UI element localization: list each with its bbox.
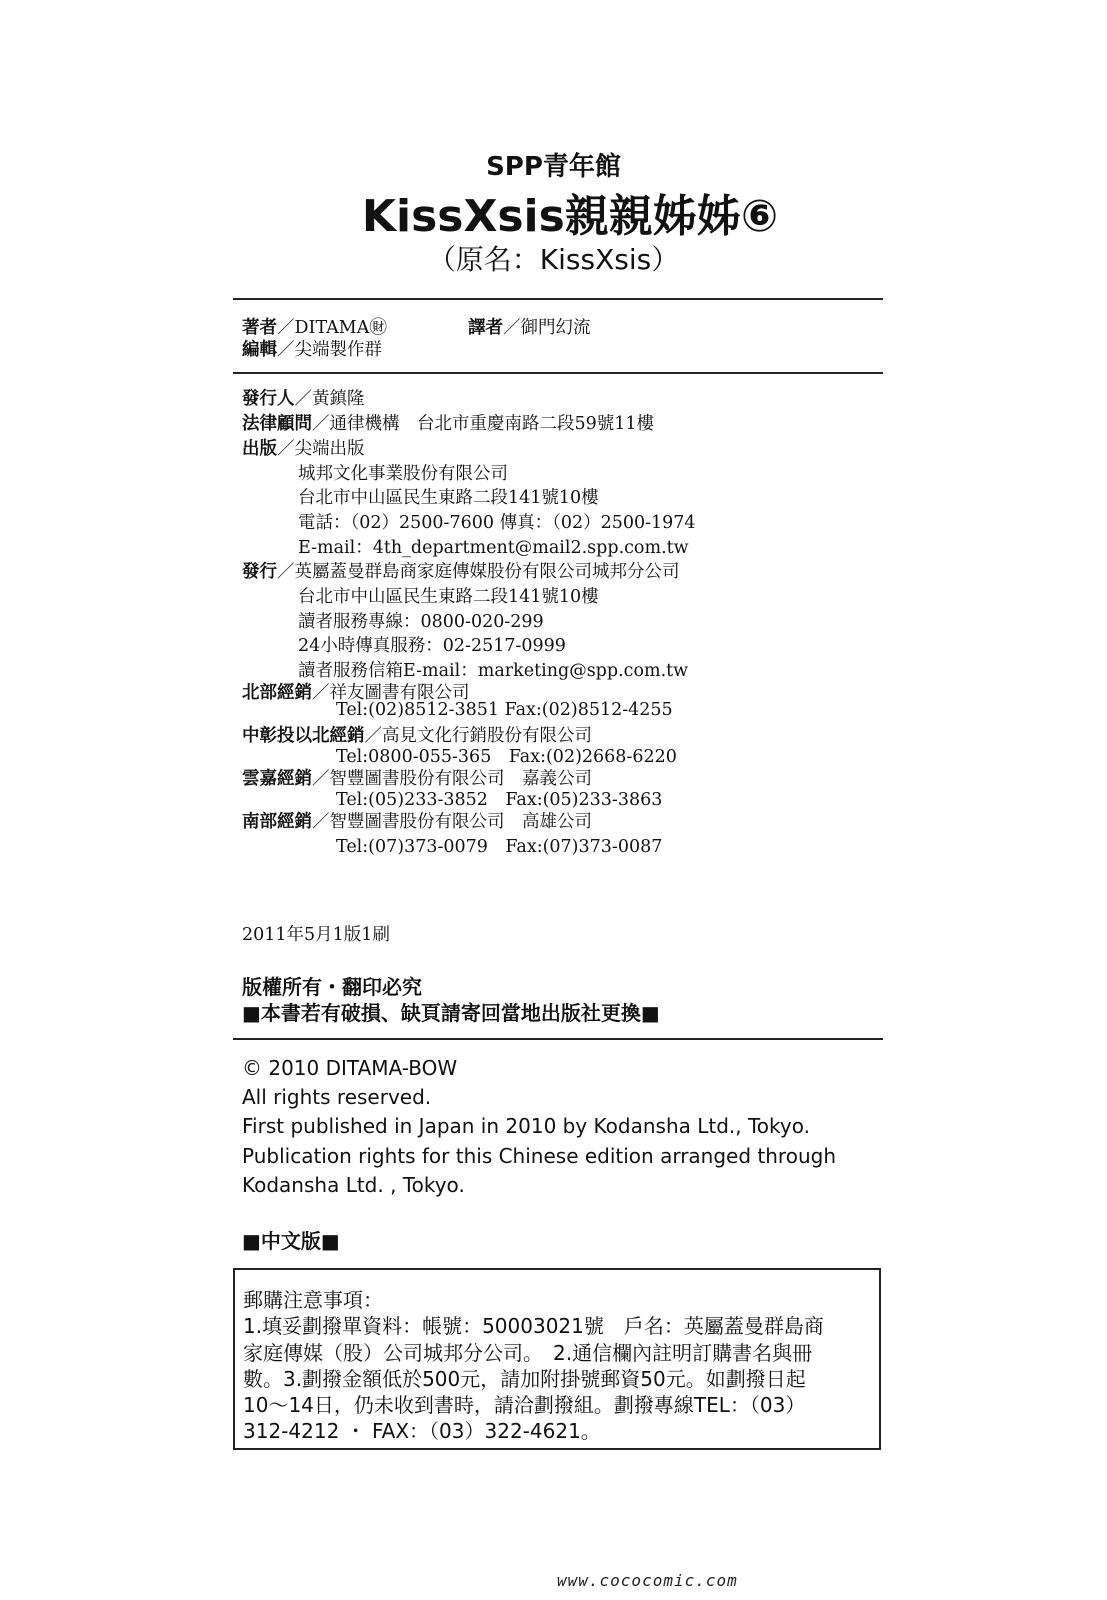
chinese-edition-label: ■中文版■ bbox=[242, 1229, 340, 1253]
copyright-line-1: © 2010 DITAMA-BOW bbox=[242, 1056, 458, 1080]
copyright-line-3: First published in Japan in 2010 by Kodansha Ltd., Tokyo. bbox=[242, 1114, 810, 1138]
south-line bbox=[242, 808, 592, 833]
watermark-url: www.cococomic.com bbox=[557, 1571, 738, 1590]
mail-order-title: 郵購注意事項： bbox=[243, 1288, 383, 1312]
copyright-line-2: All rights reserved. bbox=[242, 1085, 432, 1109]
series-name: SPP青年館 bbox=[486, 152, 621, 182]
divider-rights bbox=[233, 1038, 883, 1040]
legal-value: ／通律機構 台北市重慶南路二段59號11樓 bbox=[312, 414, 655, 434]
mail-order-line-1: 1.填妥劃撥單資料：帳號：50003021號 戶名：英屬蓋曼群島商 bbox=[243, 1314, 824, 1338]
yunjia-value: ／智豐圖書股份有限公司 嘉義公司 bbox=[312, 769, 592, 789]
yunjia-contact: Tel:(05)233-3852 Fax:(05)233-3863 bbox=[336, 790, 663, 810]
mail-order-line-4: 10～14日，仍未收到書時，請洽劃撥組。劃撥專線TEL：（03） bbox=[243, 1393, 806, 1417]
editor-value: ／尖端製作群 bbox=[277, 340, 382, 360]
central-contact: Tel:0800-055-365 Fax:(02)2668-6220 bbox=[336, 747, 677, 767]
translator-label: 譯者 bbox=[468, 318, 503, 338]
mail-order-line-2: 家庭傳媒（股）公司城邦分公司。 2.通信欄內註明訂購書名與冊 bbox=[243, 1341, 813, 1365]
author-value: ／DITAMA㊖ bbox=[277, 318, 387, 338]
dist-line bbox=[242, 558, 680, 583]
divider-credits bbox=[233, 372, 883, 374]
south-value: ／智豐圖書股份有限公司 高雄公司 bbox=[312, 812, 592, 832]
copyright-line-4: Publication rights for this Chinese edition arranged through bbox=[242, 1144, 836, 1168]
south-contact: Tel:(07)373-0079 Fax:(07)373-0087 bbox=[336, 837, 663, 857]
press-company: 城邦文化事業股份有限公司 bbox=[298, 464, 508, 484]
dist-label: 發行 bbox=[242, 562, 277, 582]
south-label: 南部經銷 bbox=[242, 812, 312, 832]
press-phone: 電話：（02）2500-7600 傳真：（02）2500-1974 bbox=[298, 513, 696, 533]
north-value: ／祥友圖書有限公司 bbox=[312, 683, 470, 703]
translator-value: ／御門幻流 bbox=[503, 318, 591, 338]
edition-date: 2011年5月1版1刷 bbox=[242, 925, 390, 945]
central-value: ／高見文化行銷股份有限公司 bbox=[364, 726, 592, 746]
dist-address: 台北市中山區民生東路二段141號10樓 bbox=[298, 587, 599, 607]
dist-fax: 24小時傳真服務：02-2517-0999 bbox=[298, 636, 566, 656]
publisher-line bbox=[242, 385, 365, 410]
author-label: 著者 bbox=[242, 318, 277, 338]
copyright-line-5: Kodansha Ltd. , Tokyo. bbox=[242, 1173, 465, 1197]
editor-line bbox=[242, 336, 382, 361]
mail-order-line-3: 數。3.劃撥金額低於500元，請加附掛號郵資50元。如劃撥日起 bbox=[243, 1367, 806, 1391]
north-contact: Tel:(02)8512-3851 Fax:(02)8512-4255 bbox=[336, 700, 673, 720]
north-label: 北部經銷 bbox=[242, 683, 312, 703]
press-email: E-mail：4th_department@mail2.spp.com.tw bbox=[298, 538, 689, 558]
dist-hotline: 讀者服務專線：0800-020-299 bbox=[298, 612, 544, 632]
translator-line bbox=[468, 314, 591, 339]
divider-top bbox=[233, 298, 883, 300]
press-label: 出版 bbox=[242, 439, 277, 459]
editor-label: 編輯 bbox=[242, 340, 277, 360]
original-title: （原名：KissXsis） bbox=[427, 243, 680, 276]
central-label: 中彰投以北經銷 bbox=[242, 726, 365, 746]
press-line bbox=[242, 435, 365, 460]
yunjia-label: 雲嘉經銷 bbox=[242, 769, 312, 789]
dist-email: 讀者服務信箱E-mail：marketing@spp.com.tw bbox=[298, 661, 689, 681]
mail-order-line-5: 312-4212 ・ FAX：（03）322-4621。 bbox=[243, 1419, 601, 1443]
rights-line-1: 版權所有・翻印必究 bbox=[242, 975, 422, 999]
publisher-label: 發行人 bbox=[242, 389, 295, 409]
legal-label: 法律顧問 bbox=[242, 414, 312, 434]
publisher-value: ／黃鎮隆 bbox=[294, 389, 365, 409]
press-value: ／尖端出版 bbox=[277, 439, 365, 459]
dist-value: ／英屬蓋曼群島商家庭傳媒股份有限公司城邦分公司 bbox=[277, 562, 680, 582]
legal-line bbox=[242, 410, 654, 435]
rights-line-2: ■本書若有破損、缺頁請寄回當地出版社更換■ bbox=[242, 1001, 660, 1025]
press-address: 台北市中山區民生東路二段141號10樓 bbox=[298, 488, 599, 508]
book-title: KissXsis親親姊姊⑥ bbox=[361, 191, 779, 242]
